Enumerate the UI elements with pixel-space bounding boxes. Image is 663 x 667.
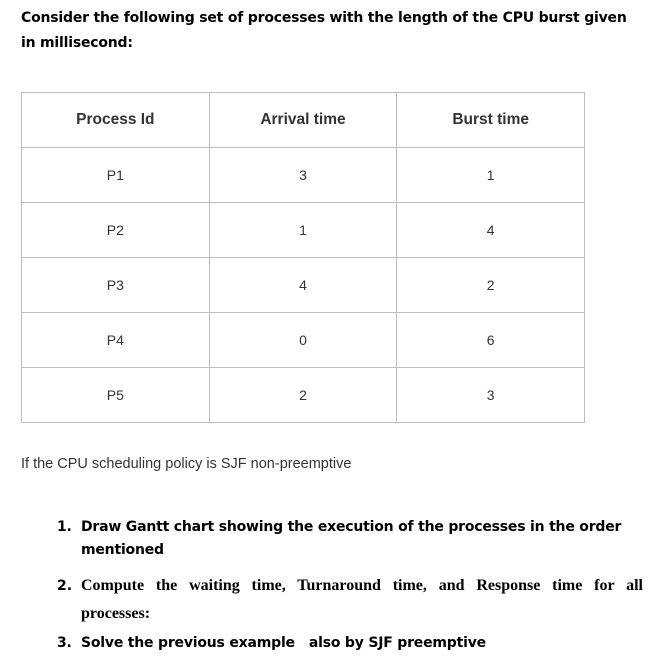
table-row [22, 203, 585, 258]
task-number: 2. [57, 578, 73, 594]
cell-process-id: P2 [22, 203, 210, 258]
task-item [57, 516, 657, 562]
table-row [22, 313, 585, 368]
cell-arrival-time: 4 [209, 258, 397, 313]
header-burst-time: Burst time [397, 93, 585, 148]
cell-burst-time: 1 [397, 148, 585, 203]
cell-arrival-time: 2 [209, 368, 397, 423]
table-header-row [22, 93, 585, 148]
task-text: Draw Gantt chart showing the execution of the processes in the order mentioned [81, 519, 622, 558]
cell-arrival-time: 3 [209, 148, 397, 203]
cell-process-id: P1 [22, 148, 210, 203]
task-list [57, 516, 657, 655]
cell-arrival-time: 1 [209, 203, 397, 258]
header-arrival-time: Arrival time [209, 93, 397, 148]
cell-burst-time: 6 [397, 313, 585, 368]
task-text-line2: processes: [81, 605, 151, 622]
task-item [57, 572, 643, 628]
cell-process-id: P4 [22, 313, 210, 368]
cell-process-id: P5 [22, 368, 210, 423]
task-item [57, 632, 657, 655]
cell-burst-time: 4 [397, 203, 585, 258]
task-number: 3. [57, 635, 72, 651]
header-process-id: Process Id [22, 93, 210, 148]
cell-burst-time: 2 [397, 258, 585, 313]
task-number: 1. [57, 519, 72, 535]
policy-text: If the CPU scheduling policy is SJF non-preemptive [21, 456, 352, 472]
cell-burst-time: 3 [397, 368, 585, 423]
task-text: Solve the previous example also by SJF preemptive [81, 635, 486, 651]
task-text-line1: Compute the waiting time, Turnaround time, and Response time for all [81, 577, 643, 594]
cell-process-id: P3 [22, 258, 210, 313]
table-row [22, 148, 585, 203]
cell-arrival-time: 0 [209, 313, 397, 368]
process-table [21, 92, 585, 423]
table-row [22, 368, 585, 423]
table-row [22, 258, 585, 313]
intro-text: Consider the following set of processes with the length of the CPU burst given in millisecond: [21, 10, 627, 51]
